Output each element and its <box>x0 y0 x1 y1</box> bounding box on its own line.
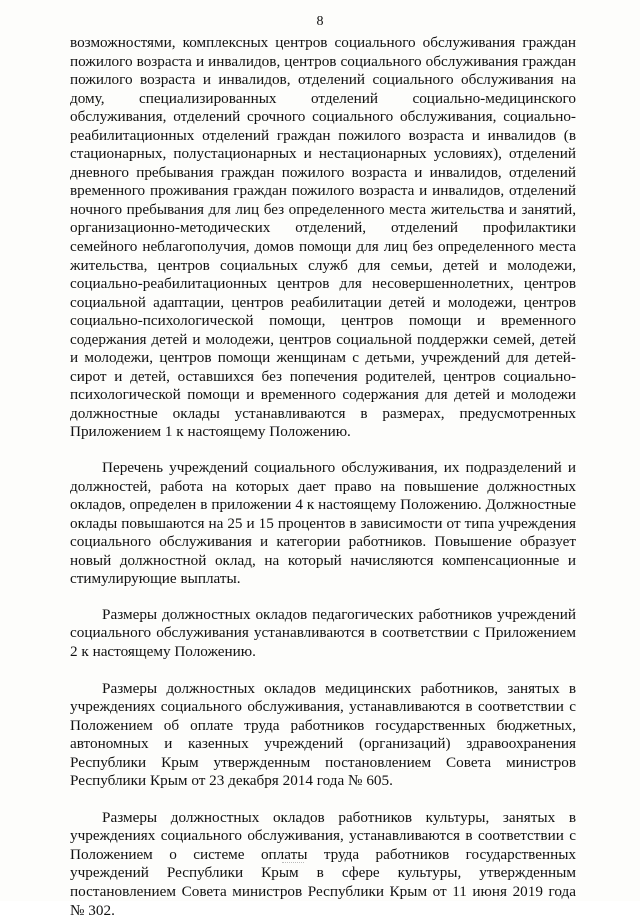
paragraph-pedagogical-salaries: Размеры должностных окладов педагогических работников учреждений социального обслуживания устанавливаются в соответствии с Приложением 2 к настоящему Положению. <box>70 605 576 660</box>
paragraph-continuation: возможностями, комплексных центров социального обслуживания граждан пожилого возраста и инвалидов, центров социального обслуживания граждан пожилого возраста и инвалидов, отделений социального обслуживания на дому, специализированных отделений социально-медицинского обслуживания, отделений срочного социального обслуживания, социально-реабилитационных отделений граждан пожилого возраста и инвалидов (в стационарных, полустационарных и нестационарных условиях), отделений дневного пребывания граждан пожилого возраста и инвалидов, отделений временного проживания граждан пожилого возраста и инвалидов, отделений ночного пребывания для лиц без определенного места жительства и занятий, организационно-методических отделений, отделений профилактики семейного неблагополучия, домов помощи для лиц без определенного места жительства, центров социальных служб для семьи, детей и молодежи, социально-реабилитационных центров для несовершеннолетних, центров социальной адаптации, центров реабилитации детей и молодежи, центров социально-психологической помощи, центров помощи и временного содержания детей и молодежи, центров социальной поддержки семей, детей и молодежи, центров помощи женщинам с детьми, учреждений для детей-сирот и детей, оставшихся без попечения родителей, центров социально-психологической помощи и временного содержания для детей и молодежи должностные оклады устанавливаются в размерах, предусмотренных Приложением 1 к настоящему Положению. <box>70 34 576 441</box>
paragraph-culture-salaries: Размеры должностных окладов работников культуры, занятых в учреждениях социального обслуживания, устанавливаются в соответствии с Положением о системе оплаты труда работников государственных учреждений Республики Крым в сфере культуры, утвержденным постановлением Совета министров Республики Крым от 11 июня 2019 года № 302. <box>70 808 576 919</box>
paragraph-list-of-institutions: Перечень учреждений социального обслуживания, их подразделений и должностей, работа на которых дает право на повышение должностных окладов, определен в приложении 4 к настоящему Положению. Должностные оклады повышаются на 25 и 15 процентов в зависимости от типа учреждения социального обслуживания и категории работников. Повышение образует новый должностной оклад, на который начисляются компенсационные и стимулирующие выплаты. <box>70 459 576 588</box>
scan-artifact <box>282 862 304 865</box>
paragraph-medical-salaries: Размеры должностных окладов медицинских работников, занятых в учреждениях социального обслуживания, устанавливаются в соответствии с Положением об оплате труда работников государственных бюджетных, автономных и казенных учреждений (организаций) здравоохранения Республики Крым утвержденным постановлением Совета министров Республики Крым от 23 декабря 2014 года № 605. <box>70 679 576 790</box>
document-body <box>70 34 576 920</box>
page-number: 8 <box>316 14 324 29</box>
